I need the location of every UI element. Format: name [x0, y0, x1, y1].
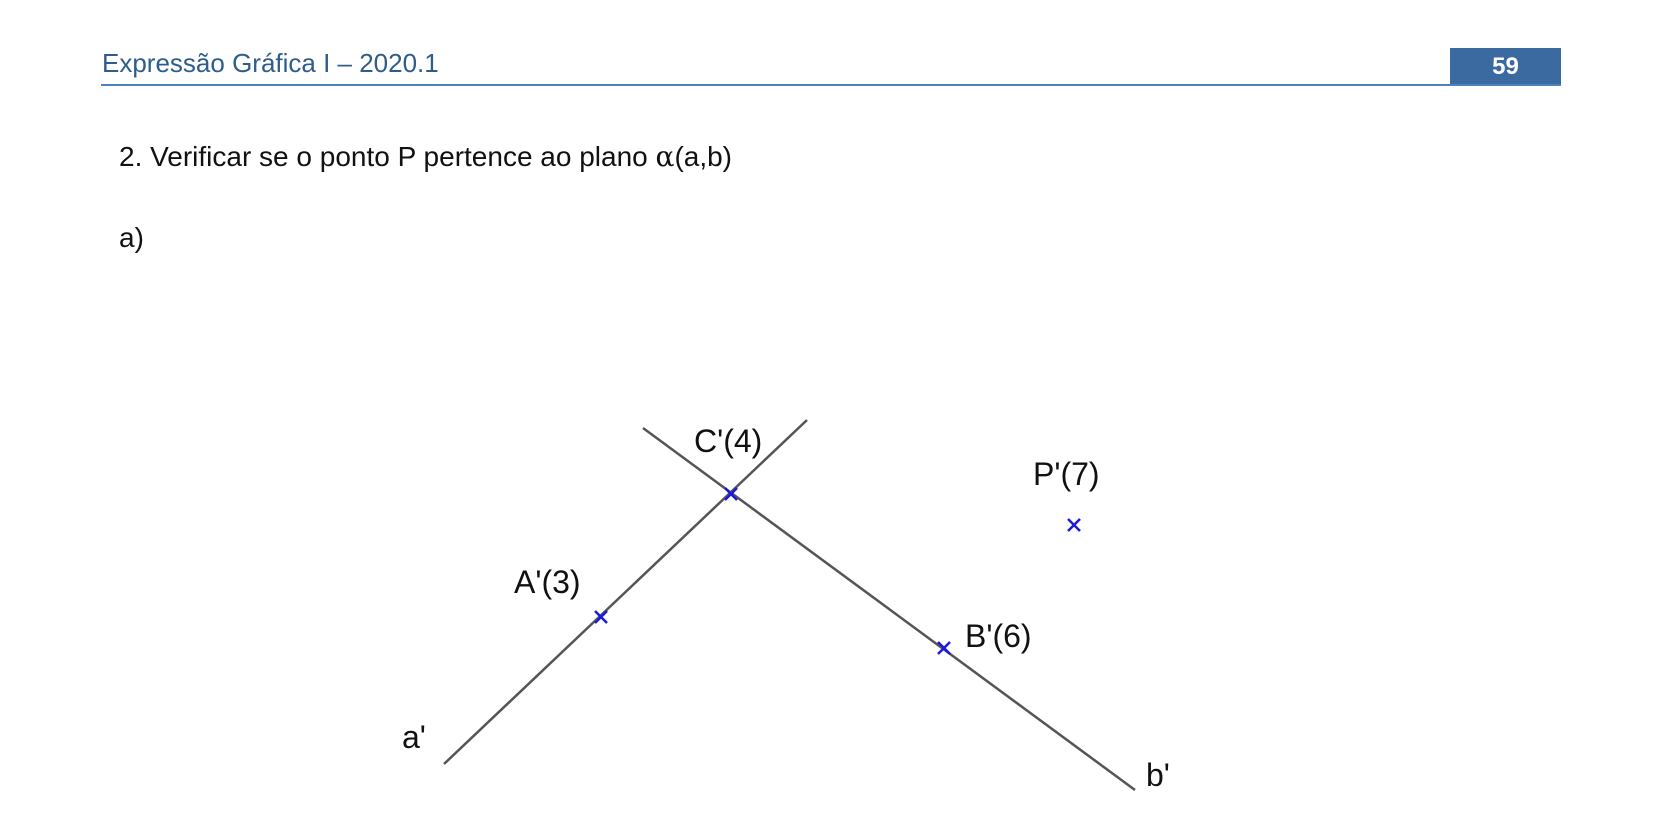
header-title: Expressão Gráfica I – 2020.1	[102, 48, 439, 78]
lines	[444, 420, 1135, 790]
label-point-c: C'(4)	[694, 423, 763, 459]
marker-p	[1068, 519, 1080, 531]
exercise-suffix: (a,b)	[674, 141, 733, 172]
item-label: a)	[119, 222, 144, 253]
marker-c	[725, 488, 737, 500]
alpha-symbol: α	[655, 140, 675, 173]
line-a	[444, 420, 807, 764]
label-line-a: a'	[402, 719, 426, 755]
label-point-a: A'(3)	[514, 564, 581, 600]
label-point-b: B'(6)	[965, 618, 1032, 654]
label-point-p: P'(7)	[1033, 456, 1100, 492]
marker-a	[595, 611, 607, 623]
marker-b	[938, 642, 950, 654]
page-number: 59	[1450, 48, 1561, 86]
label-line-b: b'	[1146, 757, 1170, 793]
labels	[402, 423, 1170, 793]
exercise-text: 2. Verificar se o ponto P pertence ao plano	[119, 141, 656, 172]
